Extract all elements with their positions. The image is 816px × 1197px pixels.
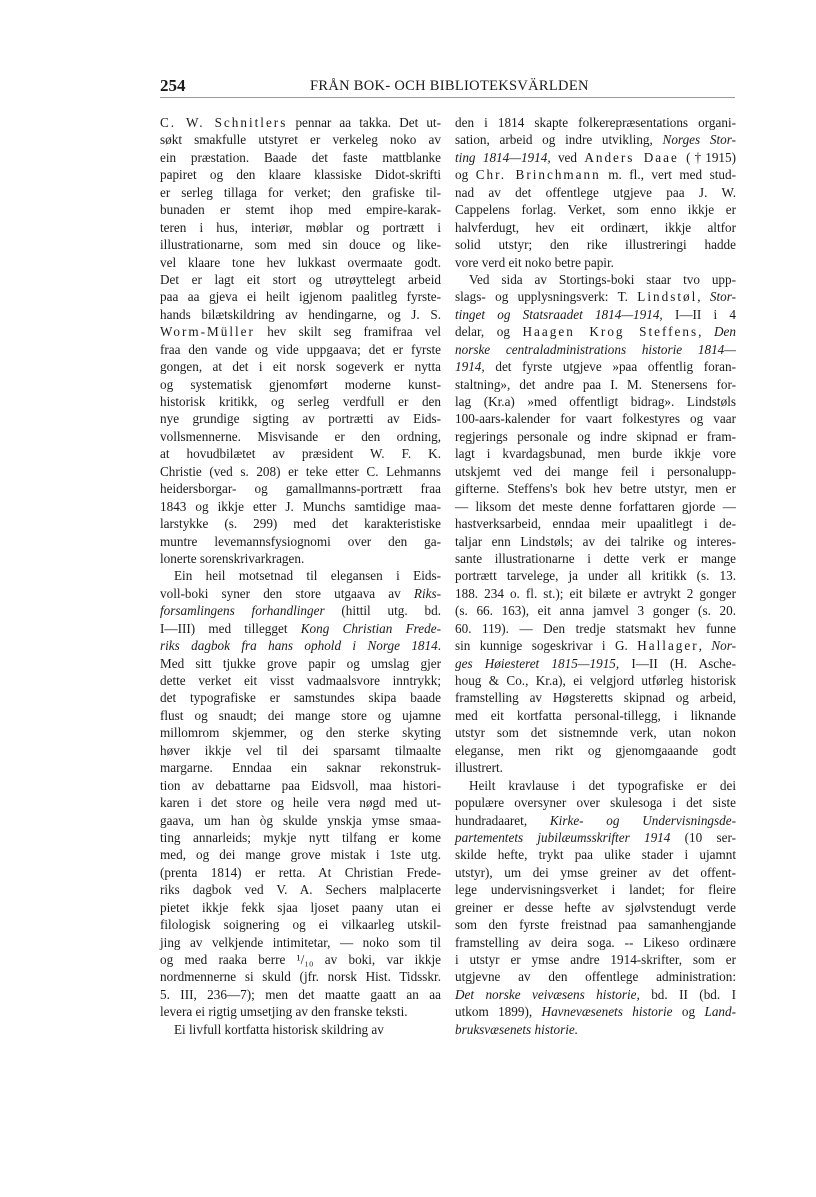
text-run: populære oversyner over skulesoga i det siste bbox=[455, 795, 736, 811]
text-run: framstelling av deira soga. -- Likeso ordinære bbox=[455, 934, 736, 950]
text-line bbox=[455, 410, 736, 427]
text-run: gifterne. Steffens's bok hev betre utstyr, men er bbox=[455, 481, 736, 497]
text-line bbox=[160, 306, 441, 323]
text-run: Heilt kravlause i det typografiske er dei bbox=[469, 777, 736, 793]
spaced-name: Anders Daae bbox=[584, 149, 679, 165]
text-run: (hittil utg. bd. bbox=[324, 603, 442, 619]
text-line bbox=[160, 777, 441, 794]
text-line bbox=[455, 724, 736, 741]
text-run: (†1915) bbox=[678, 149, 736, 165]
text-line bbox=[160, 602, 441, 619]
text-line bbox=[160, 288, 441, 305]
text-run: millomrom skjemmer, og den sterke skyting bbox=[160, 725, 441, 741]
header-rule bbox=[160, 97, 735, 98]
text-line bbox=[160, 986, 441, 1003]
text-line bbox=[455, 288, 736, 305]
text-line bbox=[455, 812, 736, 829]
text-line bbox=[455, 376, 736, 393]
text-line bbox=[455, 149, 736, 166]
text-run: teren i hus, interiør, møblar og portrætt i bbox=[160, 219, 441, 235]
text-line bbox=[455, 916, 736, 933]
spaced-name: Chr. Brinchmann bbox=[475, 167, 601, 183]
text-line bbox=[160, 864, 441, 881]
text-run: halvferdugt, hev eit ordinært, ikkje altfor bbox=[455, 219, 736, 235]
text-run: bunaden er stemt ihop med empire-karak- bbox=[160, 202, 441, 218]
text-run: gaava, um han òg skulde ynskja ymse smaa- bbox=[160, 812, 441, 828]
text-run: , bbox=[698, 324, 715, 340]
text-line bbox=[455, 131, 736, 148]
text-run: i utstyr er ymse andre 1914-skrifter, som er bbox=[455, 952, 736, 967]
italic-title: partementets jubilæumsskrifter 1914 bbox=[455, 829, 671, 845]
text-run: I—II i 4 bbox=[662, 306, 737, 322]
text-run: muntre levemannsfysiognomi over den ga- bbox=[160, 533, 441, 549]
left-column bbox=[160, 114, 441, 1038]
text-run: søkt smakfulle utstyret er verkeleg noko av bbox=[160, 132, 441, 148]
text-run: historisk kritikk, og serleg verdfull er den bbox=[160, 394, 441, 409]
spaced-name: C. W. Schnitlers bbox=[160, 115, 288, 130]
text-line bbox=[455, 585, 736, 602]
text-line bbox=[455, 219, 736, 236]
text-run: levera ei rigtig umsetjing av den franske teksti. bbox=[160, 1004, 408, 1020]
text-run: (10 ser- bbox=[670, 829, 736, 845]
text-run: Cappelens forlag. Verket, som enno ikkje er bbox=[455, 202, 736, 218]
text-run: dette verket eit visst vadmaalsvore inntrykk; bbox=[160, 673, 441, 688]
text-line bbox=[455, 602, 736, 619]
italic-title: Stor- bbox=[709, 289, 737, 305]
text-run: og bbox=[672, 1004, 705, 1020]
text-line bbox=[160, 376, 441, 393]
text-run: pennar aa takka. Det ut- bbox=[287, 115, 441, 130]
text-run: delar, og bbox=[455, 324, 523, 340]
text-run: vollsmennerne. Misvisande er den ordning, bbox=[160, 428, 441, 444]
text-line bbox=[455, 533, 736, 550]
text-run: at hovudbilætet av præsident W. F. K. bbox=[160, 446, 441, 462]
spaced-name: Lindstøl bbox=[637, 289, 698, 305]
text-line bbox=[160, 131, 441, 148]
text-line bbox=[455, 1003, 736, 1020]
italic-title: 1914, bbox=[455, 359, 485, 375]
text-run: gongen, at det i eit norsk sogeverk er nytta bbox=[160, 359, 441, 375]
text-line bbox=[160, 812, 441, 829]
text-line bbox=[160, 934, 441, 951]
text-run: 5. III, 236—7); men det maatte gaatt an aa bbox=[160, 986, 441, 1002]
text-line bbox=[455, 515, 736, 532]
text-run: ved bbox=[550, 149, 585, 165]
text-line bbox=[455, 986, 736, 1003]
text-line bbox=[160, 899, 441, 916]
text-line bbox=[455, 393, 736, 410]
text-line bbox=[160, 742, 441, 759]
text-line bbox=[455, 358, 736, 375]
text-line bbox=[455, 759, 736, 776]
text-run: Christie (ved s. 208) er teke etter C. Lehmanns bbox=[160, 463, 441, 479]
text-run: Det er lagt eit stort og utrøyttelegt arbeid bbox=[160, 271, 441, 287]
text-run: hands bilætskildring av hendingarne, og J. S. bbox=[160, 306, 441, 322]
text-line bbox=[160, 393, 441, 410]
text-run: slags- og upplysningsverk: T. bbox=[455, 289, 638, 305]
text-run: Med sitt tjukke grove papir og umslag gjer bbox=[160, 655, 441, 671]
text-line bbox=[160, 794, 441, 811]
italic-title: Havnevæsenets historie bbox=[541, 1004, 673, 1020]
text-line bbox=[160, 254, 441, 271]
text-line bbox=[160, 724, 441, 741]
text-line bbox=[455, 550, 736, 567]
text-line bbox=[455, 637, 736, 654]
text-run: — liksom det meste denne forfattaren gjorde — bbox=[455, 498, 736, 514]
text-run: pietet ikkje fekk sjaa ljoset paany utan ei bbox=[160, 899, 441, 915]
text-run: solid utstyr; den rike illustreringi hadde bbox=[455, 237, 736, 253]
spaced-name: Hallager bbox=[637, 638, 699, 654]
text-run: 100-aars-kalender for vaart folkestyres og vaar bbox=[455, 411, 736, 427]
text-run: utstyr), um dei ymse greiner av det offent- bbox=[455, 864, 736, 880]
text-run: filologisk soignering og ei vilkaarleg utskil- bbox=[160, 917, 441, 933]
text-line bbox=[160, 428, 441, 445]
text-run: nad av det offentlege utgjeve paa J. W. bbox=[455, 184, 736, 200]
text-line bbox=[160, 480, 441, 497]
text-line bbox=[160, 585, 441, 602]
text-line bbox=[455, 1021, 736, 1038]
text-run: hastverksarbeid, enndaa meir upaalitlegt i de- bbox=[455, 516, 736, 532]
text-run: ein præstation. Baade det faste mattblanke bbox=[160, 149, 441, 165]
text-line bbox=[160, 707, 441, 724]
text-run: sation, arbeid og indre utvikling, bbox=[455, 132, 663, 148]
text-line bbox=[160, 846, 441, 863]
text-line bbox=[160, 672, 441, 689]
text-run: utkom 1899), bbox=[455, 1004, 542, 1020]
text-run: og bbox=[455, 167, 476, 183]
text-line bbox=[160, 410, 441, 427]
text-line bbox=[160, 271, 441, 288]
text-run: utskjemt ved dei mange feil i personalupp- bbox=[455, 463, 736, 479]
text-run: vel klaare tone hev lukkast overmaate godt. bbox=[160, 254, 441, 270]
text-line bbox=[455, 864, 736, 881]
text-line bbox=[455, 934, 736, 951]
text-line bbox=[160, 114, 441, 131]
text-line bbox=[455, 968, 736, 985]
text-run: og systematisk gjenomført moderne kunst- bbox=[160, 376, 441, 392]
italic-title: ges Høiesteret 1815—1915, bbox=[455, 655, 620, 671]
text-run: flust og snaudt; dei mange store og ujamne bbox=[160, 707, 441, 723]
text-line bbox=[160, 1003, 441, 1020]
text-line bbox=[160, 149, 441, 166]
text-run: nordmennerne si skuld (jfr. norsk Hist. Tidsskr. bbox=[160, 969, 441, 985]
text-line bbox=[455, 655, 736, 672]
text-line bbox=[455, 445, 736, 462]
italic-title: Kong Christian Frede- bbox=[300, 620, 441, 636]
text-run: margarne. Enndaa ein saknar rekonstruk- bbox=[160, 760, 441, 776]
text-line bbox=[160, 951, 441, 968]
text-line bbox=[455, 463, 736, 480]
text-line bbox=[160, 968, 441, 985]
text-line bbox=[455, 707, 736, 724]
text-run: staltning», det andre paa I. M. Stenersens for- bbox=[455, 376, 736, 392]
italic-title: forsamlingens forhandlinger bbox=[160, 603, 325, 619]
text-line bbox=[455, 480, 736, 497]
text-line bbox=[160, 881, 441, 898]
text-line bbox=[455, 672, 736, 689]
text-run: lege undervisningsverket i landet; for fleire bbox=[455, 882, 736, 898]
text-run: lag (Kr.a) »med offentligt bidrag». Lindstøls bbox=[455, 394, 736, 409]
text-run: med, og dei mange grove mistak i 1ste utg. bbox=[160, 847, 441, 863]
text-run: I—III) med tillegget bbox=[160, 620, 301, 636]
italic-title: Nor- bbox=[711, 638, 737, 654]
italic-title: Den bbox=[714, 324, 736, 340]
italic-title: Norges Stor- bbox=[662, 132, 736, 148]
text-line bbox=[455, 341, 736, 358]
running-title: FRÅN BOK- OCH BIBLIOTEKSVÄRLDEN bbox=[310, 78, 589, 94]
text-run: høver ikkje vel til dei sparsamt tilmaalte bbox=[160, 742, 441, 758]
text-line bbox=[455, 184, 736, 201]
text-line bbox=[160, 533, 441, 550]
text-line bbox=[160, 829, 441, 846]
text-run: skilde hefte, trykt paa ulike stader i ujamnt bbox=[455, 847, 736, 863]
text-line bbox=[455, 777, 736, 794]
text-run: 60. 119). — Den tredje statsmakt hev funne bbox=[455, 620, 736, 636]
text-line bbox=[160, 219, 441, 236]
text-line bbox=[455, 254, 736, 271]
text-run: framstelling av Høgsteretts skipnad og arbeid, bbox=[455, 690, 736, 706]
text-run: m. fl., vert med stud- bbox=[600, 167, 736, 183]
text-line bbox=[455, 428, 736, 445]
text-line bbox=[455, 794, 736, 811]
text-line bbox=[160, 515, 441, 532]
text-line bbox=[160, 567, 441, 584]
italic-title: ting 1814—1914, bbox=[455, 149, 551, 165]
text-run: hev skilt seg framifraa vel bbox=[254, 324, 441, 340]
text-line bbox=[455, 742, 736, 759]
text-line bbox=[455, 567, 736, 584]
text-run: karen i det store og heile vera nøgd med ut- bbox=[160, 795, 441, 811]
text-line bbox=[160, 236, 441, 253]
text-run: sante illustrationarne i dette verk er mange bbox=[455, 550, 736, 566]
text-run: det typografiske er samstundes skipa baade bbox=[160, 690, 441, 706]
text-run: larstykke (s. 299) med det karakteristiske bbox=[160, 516, 441, 532]
text-line bbox=[160, 166, 441, 183]
text-run: I—II (H. Asche- bbox=[619, 655, 736, 671]
text-line bbox=[160, 463, 441, 480]
text-run: jing av velkjende intimitetar, — noko som til bbox=[160, 934, 441, 950]
text-run: , bbox=[697, 289, 710, 305]
italic-title: Kirke- og Undervisningsde- bbox=[549, 812, 736, 828]
text-run: Ein heil motsetnad til elegansen i Eids- bbox=[174, 568, 441, 584]
text-line bbox=[160, 550, 441, 567]
text-line bbox=[160, 341, 441, 358]
text-run: illustrert. bbox=[455, 760, 503, 776]
text-line bbox=[160, 916, 441, 933]
text-run: tion av debattarne paa Eidsvoll, maa histori- bbox=[160, 777, 441, 793]
text-line bbox=[455, 689, 736, 706]
text-run: 1843 og ikkje etter J. Munchs samtidige maa- bbox=[160, 498, 441, 514]
text-run: taljar enn Lindstøls; av dei talrike og interes- bbox=[455, 533, 736, 549]
italic-title: Riks- bbox=[413, 585, 441, 601]
text-line bbox=[455, 323, 736, 340]
spaced-name: Haagen Krog Steffens bbox=[522, 324, 699, 340]
text-run: lonerte sorenskrivarkragen. bbox=[160, 550, 305, 566]
text-run: Ved sida av Stortings-boki staar tvo upp- bbox=[469, 271, 736, 287]
text-run: . bbox=[437, 638, 441, 654]
text-run: og med raaka berre ¹/₁₀ av boki, var ikkje bbox=[160, 952, 441, 967]
italic-title: Land- bbox=[704, 1004, 737, 1020]
text-run: ting annarleids; mykje nytt tilfang er kome bbox=[160, 829, 441, 845]
text-run: nye grundige sigting av portrætti av Eids- bbox=[160, 411, 441, 427]
text-run: regjerings personale og indre skipnad er fram- bbox=[455, 428, 736, 444]
text-line bbox=[455, 166, 736, 183]
text-run: vore verd eit noko betre papir. bbox=[455, 254, 614, 270]
text-run: papiret og den klaare klassiske Didot-skrifti bbox=[160, 167, 441, 183]
text-run: (prenta 1814) er retta. At Christian Frede- bbox=[160, 864, 441, 880]
text-run: utgjevne av den offentlege administration: bbox=[455, 969, 736, 985]
text-run: det fyrste utgjeve »paa offentlig foran- bbox=[484, 359, 736, 375]
text-run: riks dagbok ved V. A. Sechers malplacerte bbox=[160, 882, 441, 898]
text-run: portrætt tarvelege, ja under all kritikk (s. 13. bbox=[455, 568, 736, 584]
italic-title: tinget og Statsraadet 1814—1914, bbox=[455, 306, 663, 322]
text-line bbox=[455, 829, 736, 846]
text-line bbox=[455, 306, 736, 323]
text-line bbox=[160, 184, 441, 201]
text-line bbox=[160, 201, 441, 218]
right-column bbox=[455, 114, 736, 1038]
page-header bbox=[160, 76, 736, 96]
text-line bbox=[455, 498, 736, 515]
text-run: houg & Co., Kr.a), ei velgjord utførleg historisk bbox=[455, 673, 736, 688]
text-line bbox=[455, 114, 736, 131]
text-line bbox=[160, 323, 441, 340]
text-run: Ei livfull kortfatta historisk skildring av bbox=[174, 1021, 384, 1037]
text-run: fraa den vande og vide uppgaava; det er fyrste bbox=[160, 341, 441, 357]
italic-title: Det norske veivæsens historie, bbox=[455, 986, 640, 1002]
text-line bbox=[455, 951, 736, 968]
text-run: den i 1814 skapte folkerepræsentations organi- bbox=[455, 115, 736, 130]
text-run: paa aa gjeva ei heilt igjenom paalitleg fyrste- bbox=[160, 289, 441, 305]
text-line bbox=[160, 1021, 441, 1038]
text-run: som den fyrste freistnad paa samanhengjande bbox=[455, 917, 736, 933]
text-run: 188. 234 o. fl. st.); eit bilæte er avtrykt 2 gonger bbox=[455, 585, 736, 601]
text-run: (s. 66. 163), eit anna jamvel 3 gonger (s. 20. bbox=[455, 603, 736, 619]
text-run: illustrationarne, som med sin douce og like- bbox=[160, 237, 441, 253]
text-run: hundradaaret, bbox=[455, 812, 550, 828]
italic-title: riks dagbok fra hans ophold i Norge 1814 bbox=[160, 638, 438, 654]
text-run: med eit kortfatta personal-tillegg, i liknande bbox=[455, 707, 736, 723]
text-run: greiner er desse hefte av sjølvstendugt verde bbox=[455, 899, 736, 915]
text-line bbox=[160, 759, 441, 776]
text-line bbox=[160, 498, 441, 515]
text-run: voll-boki syner den store utgaava av bbox=[160, 585, 414, 601]
text-line bbox=[160, 689, 441, 706]
text-run: , bbox=[698, 638, 712, 654]
text-line bbox=[160, 655, 441, 672]
italic-title: norske centraladministrations historie 1814— bbox=[455, 341, 736, 357]
text-line bbox=[455, 846, 736, 863]
text-line bbox=[160, 445, 441, 462]
page-number: 254 bbox=[160, 76, 186, 95]
text-run: bd. II (bd. I bbox=[639, 986, 736, 1002]
text-run: utstyr som det sistnemnde verk, utan nokon bbox=[455, 725, 736, 741]
text-run: heidersborgar- og gamallmanns-portrætt fraa bbox=[160, 481, 441, 497]
text-line bbox=[455, 236, 736, 253]
text-line bbox=[160, 637, 441, 654]
text-run: lagt i kvardagsbunad, men burde ikkje vore bbox=[455, 446, 736, 462]
text-line bbox=[455, 899, 736, 916]
text-line bbox=[160, 620, 441, 637]
text-run: er serleg tillaga for verket; den grafiske til- bbox=[160, 184, 441, 200]
text-run: eleganse, men rikt og gjenomgaaande godt bbox=[455, 742, 736, 758]
text-line bbox=[455, 201, 736, 218]
text-line bbox=[455, 271, 736, 288]
spaced-name: Worm-Müller bbox=[160, 324, 255, 340]
italic-title: bruksvæsenets historie. bbox=[455, 1021, 579, 1037]
text-line bbox=[455, 881, 736, 898]
text-line bbox=[160, 358, 441, 375]
text-run: sin kunnige sogeskrivar i G. bbox=[455, 638, 638, 654]
text-line bbox=[455, 620, 736, 637]
